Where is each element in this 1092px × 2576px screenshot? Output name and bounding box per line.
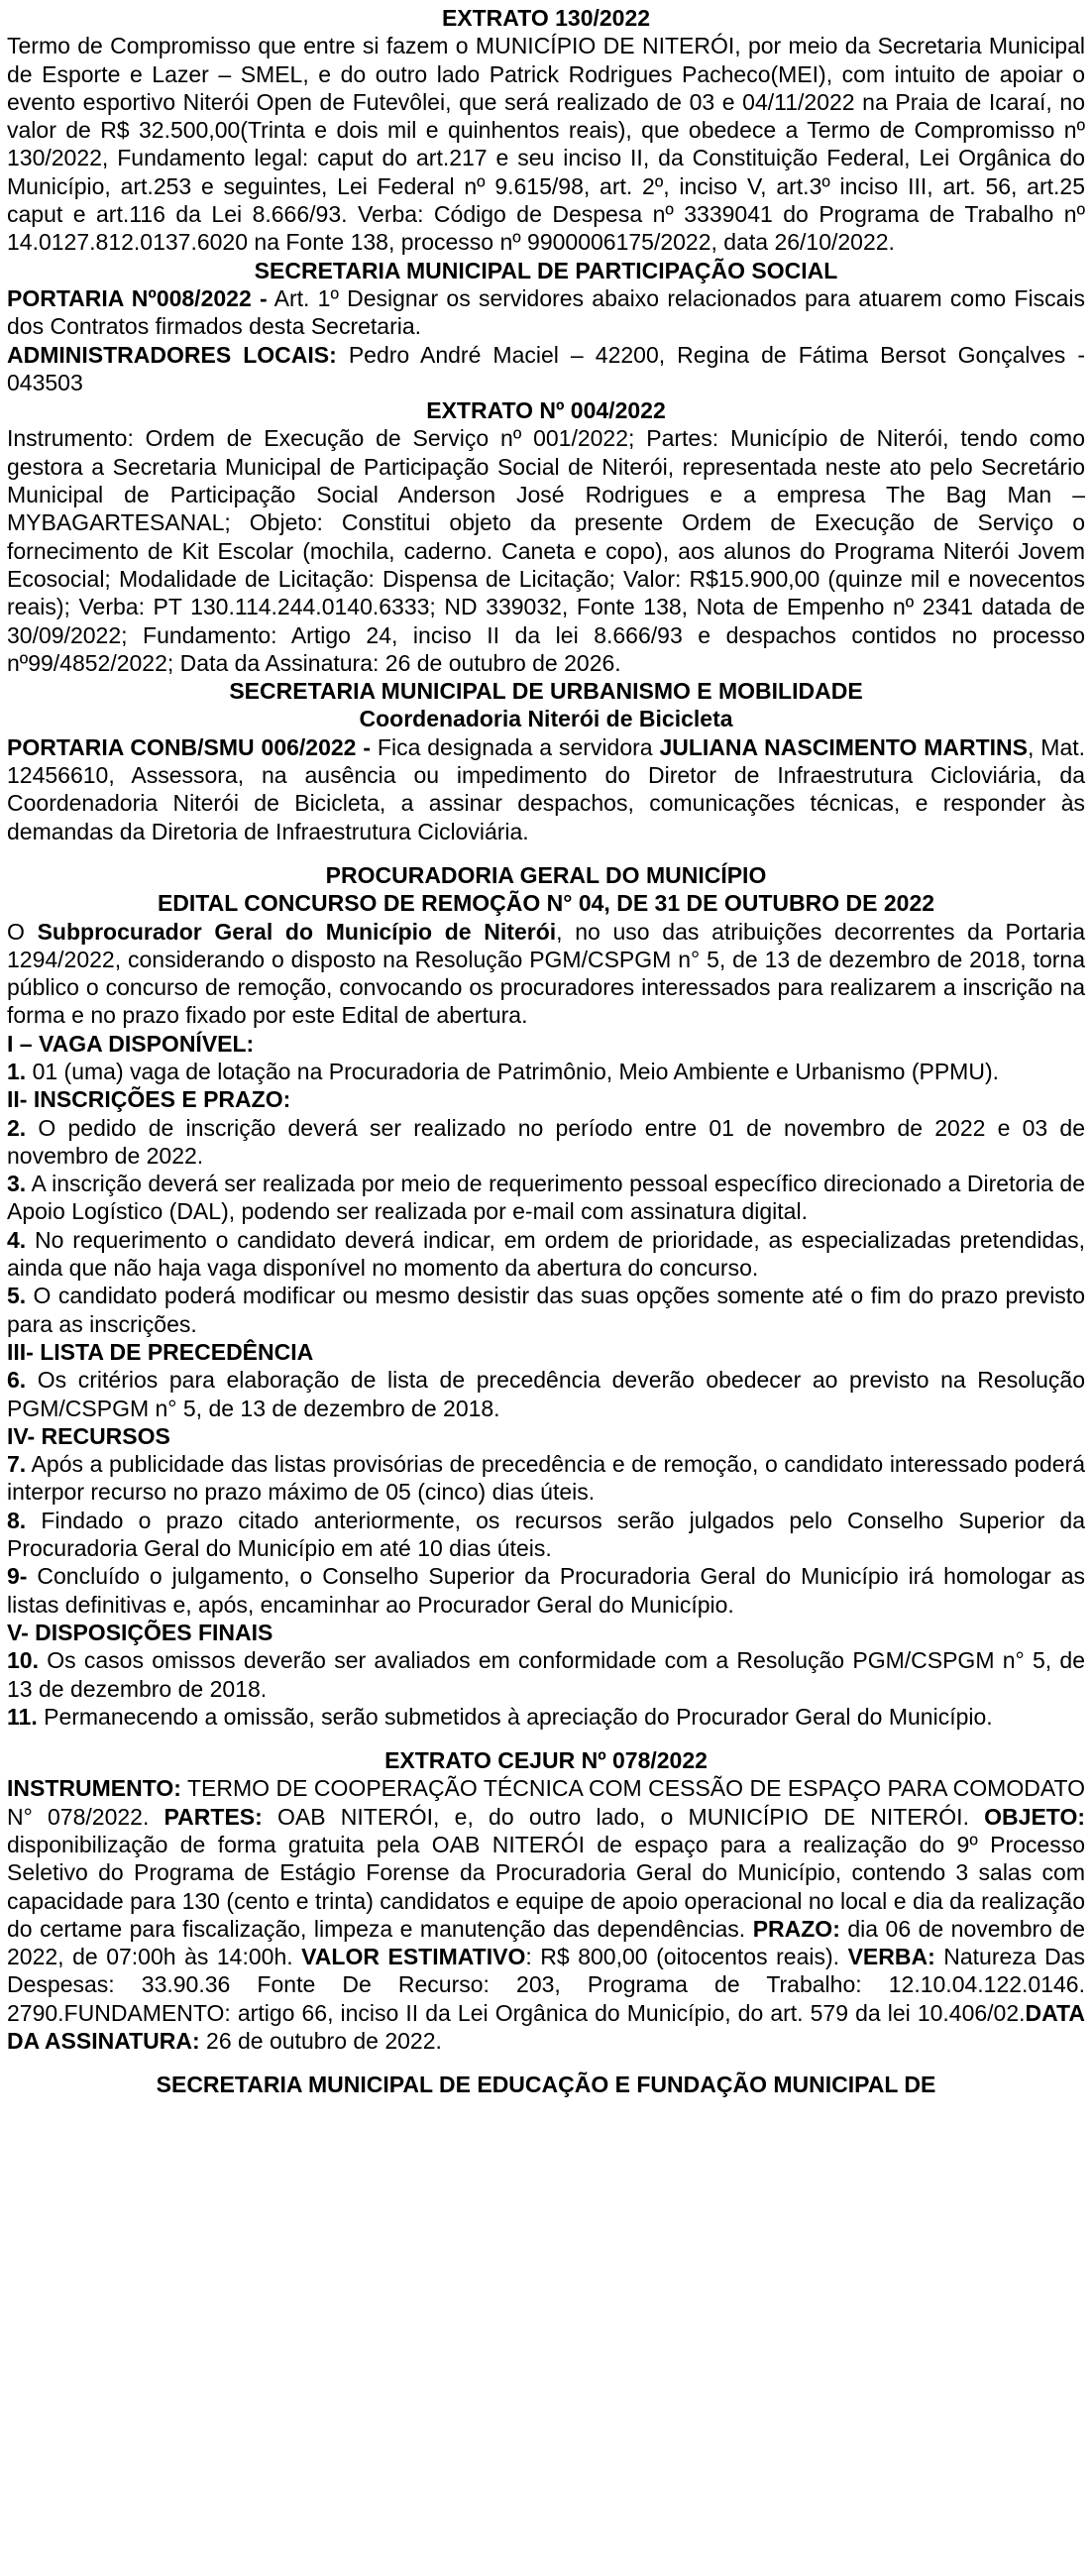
portaria-conb-paragraph: PORTARIA CONB/SMU 006/2022 - Fica designada a servidora JULIANA NASCIMENTO MARTINS, Mat. 12456610, Assessora, na ausência ou impedimento do Diretor de Infraestrutura Cicloviária, da Coordenadoria Niterói de Bicicleta, a assinar despachos, comunicações técnicas, e responder às demandas da Diretoria de Infraestrutura Cicloviária.: [7, 733, 1086, 844]
section-precedencia-heading: III- LISTA DE PRECEDÊNCIA: [7, 1338, 314, 1365]
item-4: 4. No requerimento o candidato deverá indicar, em ordem de prioridade, as especializadas pretendidas, ainda que não haja vaga disponível no momento da abertura do concurso.: [7, 1226, 1085, 1282]
extrato-130-body: Termo de Compromisso que entre si fazem o MUNICÍPIO DE NITERÓI, por meio da Secretaria Municipal de Esporte e Lazer – SMEL, e do outro lado Patrick Rodrigues Pacheco(MEI), com intuito de apoiar o evento esportivo Niterói Open de Futevôlei, que será realizado de 03 e 04/11/2022 na Praia de Icaraí, no valor de R$ 32.500,00(Trinta e dois mil e quinhentos reais), que obedece a Termo de Compromisso nº 130/2022, Fundamento legal: caput do art.217 e seu inciso II, da Constituição Federal, Lei Orgânica do Município, art.253 e seguintes, Lei Federal nº 9.615/98, art. 2º, inciso V, art.3º inciso III, art. 56, art.25 caput e art.116 da Lei 8.666/93. Verba: Código de Despesa nº 3339041 do Programa de Trabalho nº 14.0127.812.0137.6020 na Fonte 138, processo nº 9900006175/2022, data 26/10/2022.: [7, 33, 1085, 256]
item-9: 9- Concluído o julgamento, o Conselho Superior da Procuradoria Geral do Município irá homologar as listas definitivas e, após, encaminhar ao Procurador Geral do Município.: [7, 1563, 1085, 1618]
urbanismo-subheading: Coordenadoria Niterói de Bicicleta: [359, 706, 733, 732]
extrato-cejur-body: INSTRUMENTO: TERMO DE COOPERAÇÃO TÉCNICA COM CESSÃO DE ESPAÇO PARA COMODATO N° 078/2022. PARTES: OAB NITERÓI, e, do outro lado, o MUNICÍPIO DE NITERÓI. OBJETO: disponibilização de forma gratuita pela OAB NITERÓI de espaço para a realização do 9º Processo Seletivo do Programa de Estágio Forense da Procuradoria Geral do Município, contendo 3 salas com capacidade para 130 (cento e trinta) candidatos e equipe de apoio operacional no local e dia da realização do certame para fiscalização, limpeza e manutenção das dependências. PRAZO: dia 06 de novembro de 2022, de 07:00h às 14:00h. VALOR ESTIMATIVO: R$ 800,00 (oitocentos reais). VERBA: Natureza Das Despesas: 33.90.36 Fonte De Recurso: 203, Programa de Trabalho: 12.10.04.122.0146. 2790.FUNDAMENTO: artigo 66, inciso II da Lei Orgânica do Município, do art. 579 da lei 10.406/02.DATA DA ASSINATURA: 26 de outubro de 2022.: [7, 1775, 1086, 2055]
item-11: 11. Permanecendo a omissão, serão submetidos à apreciação do Procurador Geral do Município.: [7, 1703, 993, 1730]
extrato-004-title: EXTRATO Nº 004/2022: [426, 397, 666, 424]
item-1: 1. 01 (uma) vaga de lotação na Procuradoria de Patrimônio, Meio Ambiente e Urbanismo (PPMU).: [7, 1058, 999, 1084]
footer-heading: SECRETARIA MUNICIPAL DE EDUCAÇÃO E FUNDAÇÃO MUNICIPAL DE: [156, 2072, 936, 2098]
participacao-social-heading: SECRETARIA MUNICIPAL DE PARTICIPAÇÃO SOCIAL: [254, 257, 838, 283]
item-5: 5. O candidato poderá modificar ou mesmo desistir das suas opções somente até o fim do prazo previsto para as inscrições.: [7, 1283, 1085, 1337]
item-8: 8. Findado o prazo citado anteriormente, os recursos serão julgados pelo Conselho Superior da Procuradoria Geral do Município em até 10 dias úteis.: [7, 1507, 1085, 1562]
portaria-008-label: PORTARIA Nº008/2022 -: [7, 284, 268, 311]
portaria-008-text: Art. 1º Designar os servidores abaixo relacionados para atuarem como Fiscais dos Contratos firmados desta Secretaria.: [7, 284, 1085, 340]
section-recursos-heading: IV- RECURSOS: [7, 1422, 170, 1449]
item-6: 6. Os critérios para elaboração de lista de precedência deverão obedecer ao previsto na Resolução PGM/CSPGM n° 5, de 13 de dezembro de 2018.: [7, 1367, 1085, 1421]
edital-title: EDITAL CONCURSO DE REMOÇÃO N° 04, DE 31 DE OUTUBRO DE 2022: [157, 890, 935, 917]
section-disposicoes-heading: V- DISPOSIÇÕES FINAIS: [7, 1619, 273, 1645]
extrato-130-title: EXTRATO 130/2022: [441, 5, 651, 31]
portaria-008-paragraph: [7, 284, 1085, 341]
item-2: 2. O pedido de inscrição deverá ser realizado no período entre 01 de novembro de 2022 e 03 de novembro de 2022.: [7, 1114, 1085, 1169]
footer-section: [7, 2071, 1085, 2098]
urbanismo-heading: SECRETARIA MUNICIPAL DE URBANISMO E MOBILIDADE: [229, 678, 863, 705]
participacao-social-section: [7, 257, 1085, 677]
administradores-label: ADMINISTRADORES LOCAIS:: [7, 341, 337, 368]
extrato-130-section: [7, 4, 1085, 257]
servidora-name: JULIANA NASCIMENTO MARTINS: [659, 733, 1029, 760]
extrato-004-body: Instrumento: Ordem de Execução de Serviço nº 001/2022; Partes: Município de Niterói, tendo como gestora a Secretaria Municipal de Participação Social de Niterói, representada neste ato pelo Secretário Municipal de Participação Social Anderson José Rodrigues e a empresa The Bag Man – MYBAGARTESANAL; Objeto: Constitui objeto da presente Ordem de Execução de Serviço o fornecimento de Kit Escolar (mochila, caderno. Caneta e copo), aos alunos do Programa Niterói Jovem Ecosocial; Modalidade de Licitação: Dispensa de Licitação; Valor: R$15.900,00 (quinze mil e novecentos reais); Verba: PT 130.114.244.0140.6333; ND 339032, Fonte 138, Nota de Empenho nº 2341 datada de 30/09/2022; Fundamento: Artigo 24, inciso II da lei 8.666/93 e despachos contidos no processo nº99/4852/2022; Data da Assinatura: 26 de outubro de 2026.: [7, 425, 1085, 676]
extrato-cejur-section: [7, 1746, 1085, 2055]
portaria-conb-label: PORTARIA CONB/SMU 006/2022 -: [7, 733, 372, 760]
edital-intro: O Subprocurador Geral do Município de Niterói, no uso das atribuições decorrentes da Portaria 1294/2022, considerando o disposto na Resolução PGM/CSPGM n° 5, de 13 de dezembro de 2018, torna público o concurso de remoção, convocando os procuradores interessados para realizarem a inscrição na forma e no prazo fixado por este Edital de abertura.: [7, 918, 1085, 1029]
item-10: 10. Os casos omissos deverão ser avaliados em conformidade com a Resolução PGM/CSPGM n° 5, de 13 de dezembro de 2018.: [7, 1647, 1085, 1702]
section-inscricoes-heading: II- INSCRIÇÕES E PRAZO:: [7, 1086, 291, 1113]
item-3: 3. A inscrição deverá ser realizada por meio de requerimento pessoal específico direcionado a Diretoria de Apoio Logístico (DAL), podendo ser realizada por e-mail com assinatura digital.: [7, 1171, 1085, 1225]
administradores-paragraph: [7, 341, 1085, 397]
administradores-text: Pedro André Maciel – 42200, Regina de Fátima Bersot Gonçalves - 043503: [7, 341, 1085, 395]
item-7: 7. Após a publicidade das listas provisórias de precedência e de remoção, o candidato interessado poderá interpor recurso no prazo máximo de 05 (cinco) dias úteis.: [7, 1451, 1085, 1506]
section-vaga-heading: I – VAGA DISPONÍVEL:: [7, 1030, 255, 1057]
extrato-cejur-title: EXTRATO CEJUR Nº 078/2022: [384, 1747, 708, 1774]
procuradoria-heading: PROCURADORIA GERAL DO MUNICÍPIO: [325, 861, 767, 888]
urbanismo-section: [7, 677, 1085, 845]
procuradoria-section: [7, 861, 1085, 1731]
